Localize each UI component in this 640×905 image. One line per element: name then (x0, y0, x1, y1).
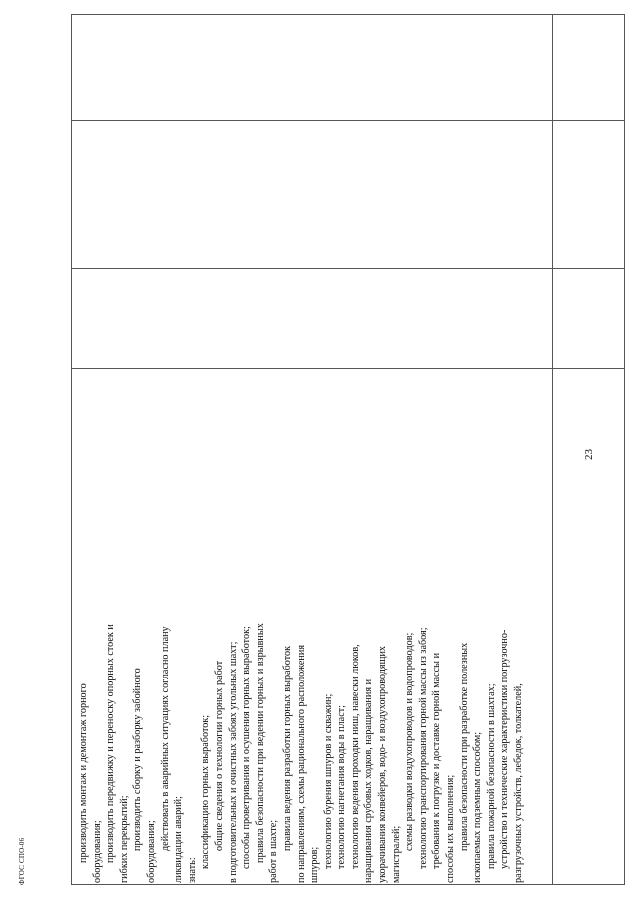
text-line: гибких перекрытий; (118, 795, 130, 883)
text-line: способы их выполнения; (445, 774, 457, 883)
text-line: производить сборку и разборку забойного (132, 668, 144, 851)
table-border-content-right (552, 14, 553, 885)
page-number: 23 (583, 449, 595, 460)
text-line: производить передвижку и переноску опорных стоек и (105, 624, 117, 863)
text-line: производить монтаж и демонтаж горного (78, 683, 89, 863)
text-line: наращивания срубовых ходков, наращивания и (363, 678, 375, 883)
text-line: в подготовительных и очистных забоях угольных шахт; (227, 641, 239, 883)
text-line: правила пожарной безопасности в шахтах; (485, 683, 497, 869)
text-line: общие сведения о технологии горных работ (213, 660, 225, 851)
text-line: работ в шахте; (268, 819, 280, 883)
text-line: магистралей; (390, 825, 402, 883)
text-line: ископаемых подземным способом; (472, 731, 484, 883)
footer-label: ФГОС СПО-06 (18, 837, 26, 885)
competency-text-block (77, 13, 526, 883)
table-border-right (624, 14, 625, 885)
text-line: укорачивания конвейеров, водо- и воздухопроводящих (377, 646, 389, 883)
text-line: по направлениям, схемы рационального расположения (295, 644, 307, 883)
text-line: технологию нагнетания воды в пласт; (336, 704, 348, 869)
table-border-bottom (71, 884, 625, 885)
text-line: оборудования; (145, 820, 157, 883)
text-line: правила безопасности при разработке полезных (458, 642, 470, 851)
text-line: правила ведения разработки горных выработок (281, 645, 293, 851)
text-line: требования к погрузке и доставке горной массы и (431, 652, 443, 869)
text-line: технологию бурения шпуров и скважин; (322, 693, 334, 869)
text-line: устройство и технические характеристики погрузочно- (499, 629, 511, 869)
text-line: схемы разводки воздухопроводов и водопроводов; (404, 632, 416, 851)
text-line: шпуров; (309, 846, 321, 883)
text-line: ликвидации аварий; (173, 796, 185, 883)
text-line: способы проветривания и осушения горных выработок; (241, 626, 253, 869)
text-line: разгрузочных устройств, лебедок, толкателей, (513, 683, 524, 883)
text-line: правила безопасности при ведении горных и взрывных (254, 623, 266, 863)
text-line: классификацию горных выработок; (200, 714, 212, 869)
table-border-left (71, 14, 72, 885)
text-line: технологию транспортирования горной массы из забоя; (417, 627, 429, 869)
text-line: оборудования; (91, 820, 103, 883)
text-line: технологию ведения проходки ниш, навески люков, (349, 644, 361, 869)
text-line: действовать в аварийных ситуациях согласно плану (159, 626, 171, 851)
text-line: знать: (186, 857, 198, 883)
